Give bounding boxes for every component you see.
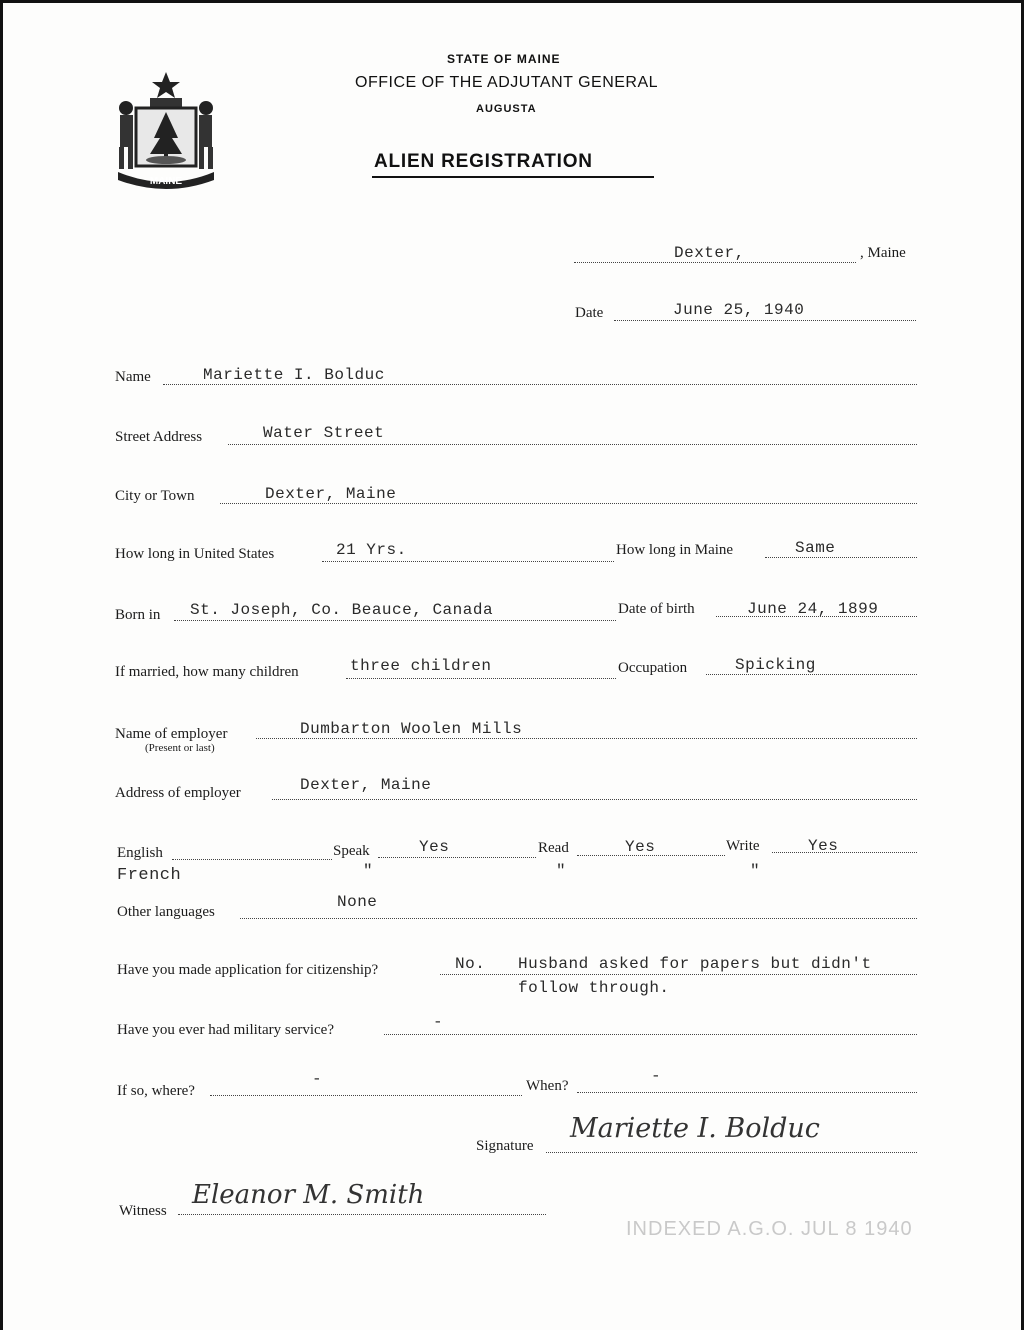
city-label: City or Town [115, 488, 195, 504]
where-line [210, 1095, 522, 1096]
date-value: June 25, 1940 [673, 301, 805, 319]
how-long-us-value: 21 Yrs. [336, 541, 407, 559]
header-city: AUGUSTA [476, 103, 537, 115]
how-long-us-line [322, 561, 614, 562]
place-state-label: , Maine [860, 245, 906, 261]
employer-address-value: Dexter, Maine [300, 776, 432, 794]
children-label: If married, how many children [115, 664, 299, 680]
english-read-value: Yes [625, 838, 656, 856]
header-state: STATE OF MAINE [447, 52, 561, 66]
how-long-maine-label: How long in Maine [616, 542, 734, 558]
french-label: French [117, 866, 182, 885]
write-line [772, 852, 917, 853]
other-languages-label: Other languages [117, 904, 215, 920]
military-value: - [433, 1013, 444, 1031]
when-label: When? [526, 1078, 569, 1094]
received-stamp: INDEXED A.G.O. JUL 8 1940 [626, 1218, 913, 1240]
military-label: Have you ever had military service? [117, 1022, 334, 1038]
form-title: ALIEN REGISTRATION [374, 151, 593, 172]
signature-line [546, 1152, 917, 1153]
employer-address-line [272, 799, 917, 800]
employer-value: Dumbarton Woolen Mills [300, 720, 523, 738]
born-in-line [174, 620, 616, 621]
date-label: Date [575, 305, 604, 321]
name-line [163, 384, 917, 385]
seal-banner-text: MAINE [149, 176, 183, 187]
speak-label: Speak [333, 843, 370, 859]
how-long-maine-line [765, 557, 917, 558]
scan-edge-top [0, 0, 1024, 3]
speak-line [378, 857, 536, 858]
date-of-birth-value: June 24, 1899 [747, 600, 879, 618]
when-value: - [651, 1067, 662, 1085]
english-line [172, 859, 332, 860]
street-label: Street Address [115, 429, 203, 445]
employer-address-label: Address of employer [115, 785, 241, 801]
place-town: Dexter, [674, 244, 745, 262]
citizenship-note-line2: follow through. [518, 979, 670, 997]
city-value: Dexter, Maine [265, 485, 397, 503]
when-line [577, 1092, 917, 1093]
english-write-value: Yes [808, 837, 839, 855]
where-value: - [312, 1070, 323, 1088]
name-value: Mariette I. Bolduc [203, 366, 385, 384]
signature-label: Signature [476, 1138, 534, 1154]
other-languages-value: None [337, 893, 378, 911]
french-read-value: " [556, 862, 567, 880]
write-label: Write [726, 838, 760, 854]
occupation-label: Occupation [618, 660, 688, 676]
employer-line [256, 738, 917, 739]
read-label: Read [538, 840, 569, 856]
witness-label: Witness [119, 1203, 167, 1219]
where-label: If so, where? [117, 1083, 195, 1099]
occupation-line [706, 674, 917, 675]
english-label: English [117, 845, 163, 861]
street-line [228, 444, 917, 445]
children-value: three children [350, 657, 492, 675]
english-speak-value: Yes [419, 838, 450, 856]
french-speak-value: " [363, 862, 374, 880]
citizenship-line [440, 974, 917, 975]
employer-label: Name of employer [115, 726, 228, 742]
how-long-maine-value: Same [795, 539, 836, 557]
date-line [614, 320, 916, 321]
witness-value: Eleanor M. Smith [192, 1180, 425, 1210]
employer-sublabel: (Present or last) [145, 742, 215, 754]
date-of-birth-label: Date of birth [618, 601, 695, 617]
witness-line [178, 1214, 546, 1215]
other-languages-line [240, 918, 917, 919]
french-write-value: " [750, 862, 761, 880]
how-long-us-label: How long in United States [115, 546, 275, 562]
header-office: OFFICE OF THE ADJUTANT GENERAL [355, 74, 659, 91]
military-line [384, 1034, 917, 1035]
street-value: Water Street [263, 424, 385, 442]
signature-value: Mariette I. Bolduc [570, 1113, 820, 1144]
name-label: Name [115, 369, 151, 385]
occupation-value: Spicking [735, 656, 816, 674]
city-line [220, 503, 917, 504]
place-line [574, 262, 856, 263]
citizenship-note-line1: Husband asked for papers but didn't [518, 955, 872, 973]
born-in-label: Born in [115, 607, 161, 623]
title-underline [372, 176, 654, 178]
citizenship-answer: No. [455, 955, 486, 973]
scan-edge-left [0, 0, 3, 1330]
children-line [346, 678, 616, 679]
maine-state-seal [112, 68, 220, 190]
citizenship-label: Have you made application for citizenship? [117, 962, 379, 978]
born-in-value: St. Joseph, Co. Beauce, Canada [190, 601, 494, 619]
